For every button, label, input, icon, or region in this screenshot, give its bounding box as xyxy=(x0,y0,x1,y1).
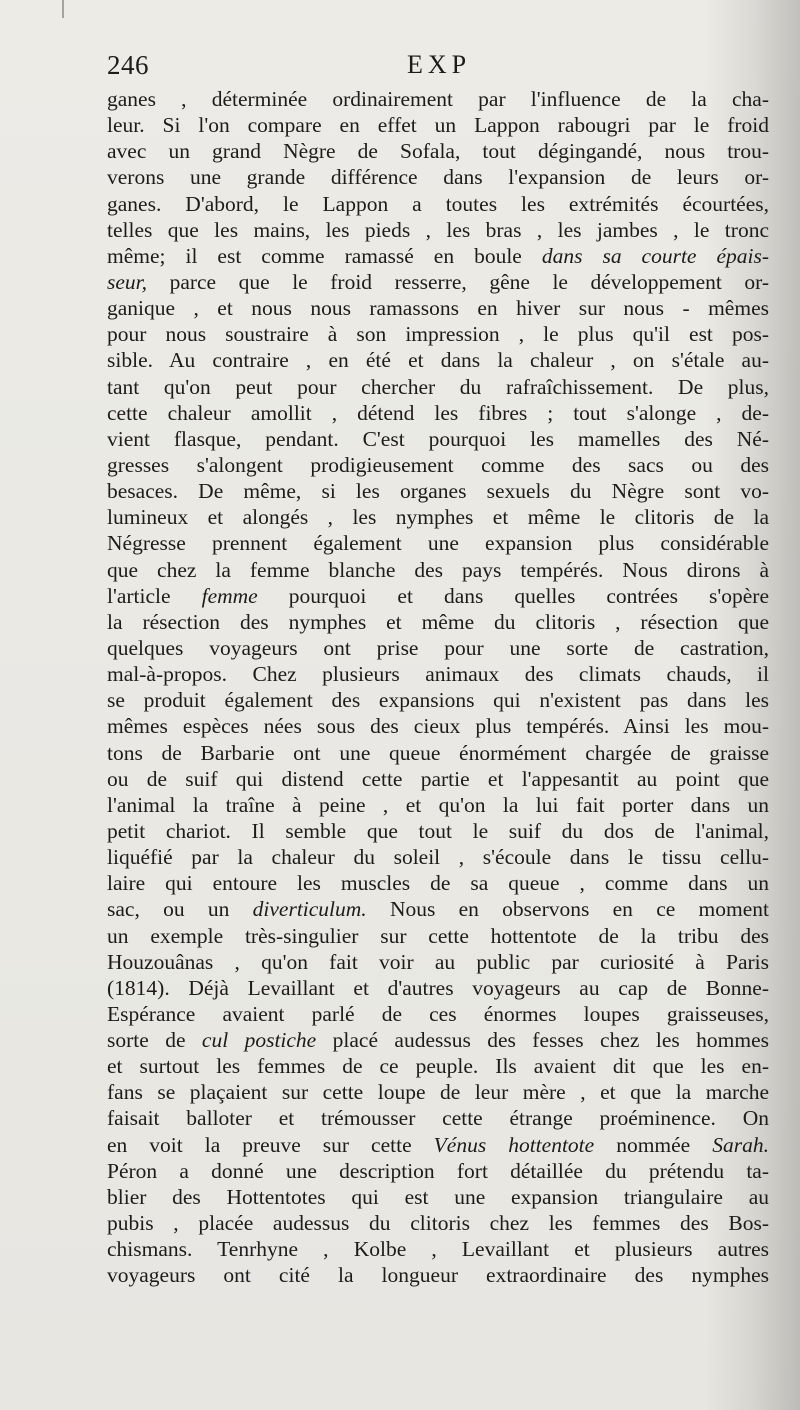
text-segment: voyageurs ont cité la longueur extraordinaire des nymphes xyxy=(107,1263,769,1288)
text-line xyxy=(107,347,769,373)
text-line xyxy=(107,1262,769,1288)
text-segment: vient flasque, pendant. C'est pourquoi les mamelles des Né- xyxy=(107,426,769,451)
text-line xyxy=(107,504,769,530)
italic-text: femme xyxy=(201,583,258,608)
italic-text: dans sa courte épais- xyxy=(541,243,769,268)
text-segment: fans se plaçaient sur cette loupe de leur mère , et que la marche xyxy=(107,1080,769,1105)
text-line xyxy=(107,1184,769,1210)
text-segment: en voit la preuve sur cette xyxy=(107,1132,434,1157)
text-segment: cette chaleur amollit , détend les fibres ; tout s'alonge , de- xyxy=(107,400,769,425)
text-segment: la résection des nymphes et même du clitoris , résection que xyxy=(107,609,769,634)
text-line xyxy=(107,766,769,792)
text-line xyxy=(107,112,769,138)
text-line xyxy=(107,400,769,426)
text-line xyxy=(107,949,769,975)
text-segment: leur. Si l'on compare en effet un Lappon rabougri par le froid xyxy=(107,113,769,138)
text-segment: même; il est comme ramassé en boule xyxy=(107,243,542,268)
text-segment: faisait balloter et trémousser cette étrange proéminence. On xyxy=(107,1106,769,1131)
text-segment: lumineux et alongés , les nymphes et même le clitoris de la xyxy=(107,505,769,530)
text-line xyxy=(107,1079,769,1105)
text-line xyxy=(107,295,769,321)
text-line xyxy=(107,1210,769,1236)
text-line xyxy=(107,870,769,896)
text-segment: Péron a donné une description fort détaillée du prétendu ta- xyxy=(107,1158,769,1183)
text-line xyxy=(107,583,769,609)
text-line xyxy=(107,1105,769,1131)
text-line xyxy=(107,374,769,400)
text-segment: ou de suif qui distend cette partie et l'appesantit au point que xyxy=(107,766,769,791)
text-segment: nommée xyxy=(594,1132,713,1157)
text-segment: telles que les mains, les pieds , les bras , les jambes , le tronc xyxy=(107,217,769,242)
text-line xyxy=(107,557,769,583)
text-line xyxy=(107,896,769,922)
text-segment: sorte de xyxy=(107,1028,202,1053)
text-segment: pour nous soustraire à son impression , le plus qu'il est pos- xyxy=(107,322,769,347)
text-line xyxy=(107,713,769,739)
text-line xyxy=(107,269,769,295)
text-line xyxy=(107,164,769,190)
text-segment: parce que le froid resserre, gêne le développement or- xyxy=(147,269,769,294)
text-segment: laire qui entoure les muscles de sa queue , comme dans un xyxy=(107,871,769,896)
text-segment: besaces. De même, si les organes sexuels du Nègre sont vo- xyxy=(107,479,769,504)
text-line xyxy=(107,478,769,504)
text-line xyxy=(107,661,769,687)
text-line xyxy=(107,609,769,635)
text-segment: mal-à-propos. Chez plusieurs animaux des climats chauds, il xyxy=(107,662,769,687)
text-line xyxy=(107,138,769,164)
text-segment: pourquoi et dans quelles contrées s'opère xyxy=(257,583,769,608)
text-segment: sible. Au contraire , en été et dans la chaleur , on s'étale au- xyxy=(107,348,769,373)
text-segment: et surtout les femmes de ce peuple. Ils avaient dit que les en- xyxy=(107,1054,769,1079)
text-segment: que chez la femme blanche des pays tempérés. Nous dirons à xyxy=(107,557,769,582)
text-segment: chismans. Tenrhyne , Kolbe , Levaillant et plusieurs autres xyxy=(107,1237,769,1262)
text-segment: l'animal la traîne à peine , et qu'on la lui fait porter dans un xyxy=(107,792,769,817)
text-segment: ganique , et nous nous ramassons en hiver sur nous - mêmes xyxy=(107,296,769,321)
italic-text: cul postiche xyxy=(201,1028,317,1053)
text-segment: un exemple très-singulier sur cette hottentote de la tribu des xyxy=(107,923,769,948)
text-line xyxy=(107,687,769,713)
text-line xyxy=(107,1132,769,1158)
text-segment: tons de Barbarie ont une queue énormément chargée de graisse xyxy=(107,740,769,765)
text-line xyxy=(107,818,769,844)
text-segment: Négresse prennent également une expansion plus considérable xyxy=(107,531,769,556)
italic-text: Sarah. xyxy=(712,1132,769,1157)
text-line xyxy=(107,1236,769,1262)
text-line xyxy=(107,635,769,661)
text-line xyxy=(107,426,769,452)
text-segment: liquéfié par la chaleur du soleil , s'écoule dans le tissu cellu- xyxy=(107,845,769,870)
text-segment: ganes , déterminée ordinairement par l'influence de la cha- xyxy=(107,87,769,111)
text-line xyxy=(107,975,769,1001)
body-text xyxy=(107,86,769,1288)
text-line xyxy=(107,844,769,870)
text-line xyxy=(107,217,769,243)
text-line xyxy=(107,1027,769,1053)
page-number: 246 xyxy=(107,50,149,80)
text-line xyxy=(107,740,769,766)
text-segment: Nous en observons en ce moment xyxy=(366,897,769,922)
text-line xyxy=(107,792,769,818)
scan-mark xyxy=(62,0,64,18)
text-line xyxy=(107,452,769,478)
running-head: EXP xyxy=(407,50,472,79)
text-line xyxy=(107,191,769,217)
italic-text: seur, xyxy=(107,269,148,294)
text-line xyxy=(107,1053,769,1079)
text-segment: tant qu'on peut pour chercher du rafraîchissement. De plus, xyxy=(107,374,769,399)
text-line xyxy=(107,1001,769,1027)
text-segment: (1814). Déjà Levaillant et d'autres voyageurs au cap de Bonne- xyxy=(107,975,769,1000)
text-segment: sac, ou un xyxy=(107,897,253,922)
italic-text: diverticulum. xyxy=(252,897,367,922)
text-line xyxy=(107,530,769,556)
text-segment: se produit également des expansions qui n'existent pas dans les xyxy=(107,688,769,713)
text-segment: avec un grand Nègre de Sofala, tout dégingandé, nous trou- xyxy=(107,139,769,164)
text-segment: Houzouânas , qu'on fait voir au public par curiosité à Paris xyxy=(107,949,769,974)
text-line xyxy=(107,321,769,347)
page-header xyxy=(107,50,767,88)
text-line xyxy=(107,1158,769,1184)
text-segment: pubis , placée audessus du clitoris chez les femmes des Bos- xyxy=(107,1211,769,1236)
text-segment: placé audessus des fesses chez les hommes xyxy=(316,1028,769,1053)
text-segment: l'article xyxy=(107,583,202,608)
text-segment: mêmes espèces nées sous des cieux plus tempérés. Ainsi les mou- xyxy=(107,714,769,739)
text-segment: ganes. D'abord, le Lappon a toutes les extrémités écourtées, xyxy=(107,191,769,216)
text-segment: blier des Hottentotes qui est une expansion triangulaire au xyxy=(107,1184,769,1209)
text-line xyxy=(107,86,769,112)
text-segment: petit chariot. Il semble que tout le suif du dos de l'animal, xyxy=(107,818,769,843)
text-segment: verons une grande différence dans l'expansion de leurs or- xyxy=(107,165,769,190)
italic-text: Vénus hottentote xyxy=(433,1132,595,1157)
text-segment: Espérance avaient parlé de ces énormes loupes graisseuses, xyxy=(107,1001,769,1026)
text-line xyxy=(107,923,769,949)
text-segment: quelques voyageurs ont prise pour une sorte de castration, xyxy=(107,635,769,660)
text-segment: gresses s'alongent prodigieusement comme des sacs ou des xyxy=(107,452,769,477)
text-line xyxy=(107,243,769,269)
